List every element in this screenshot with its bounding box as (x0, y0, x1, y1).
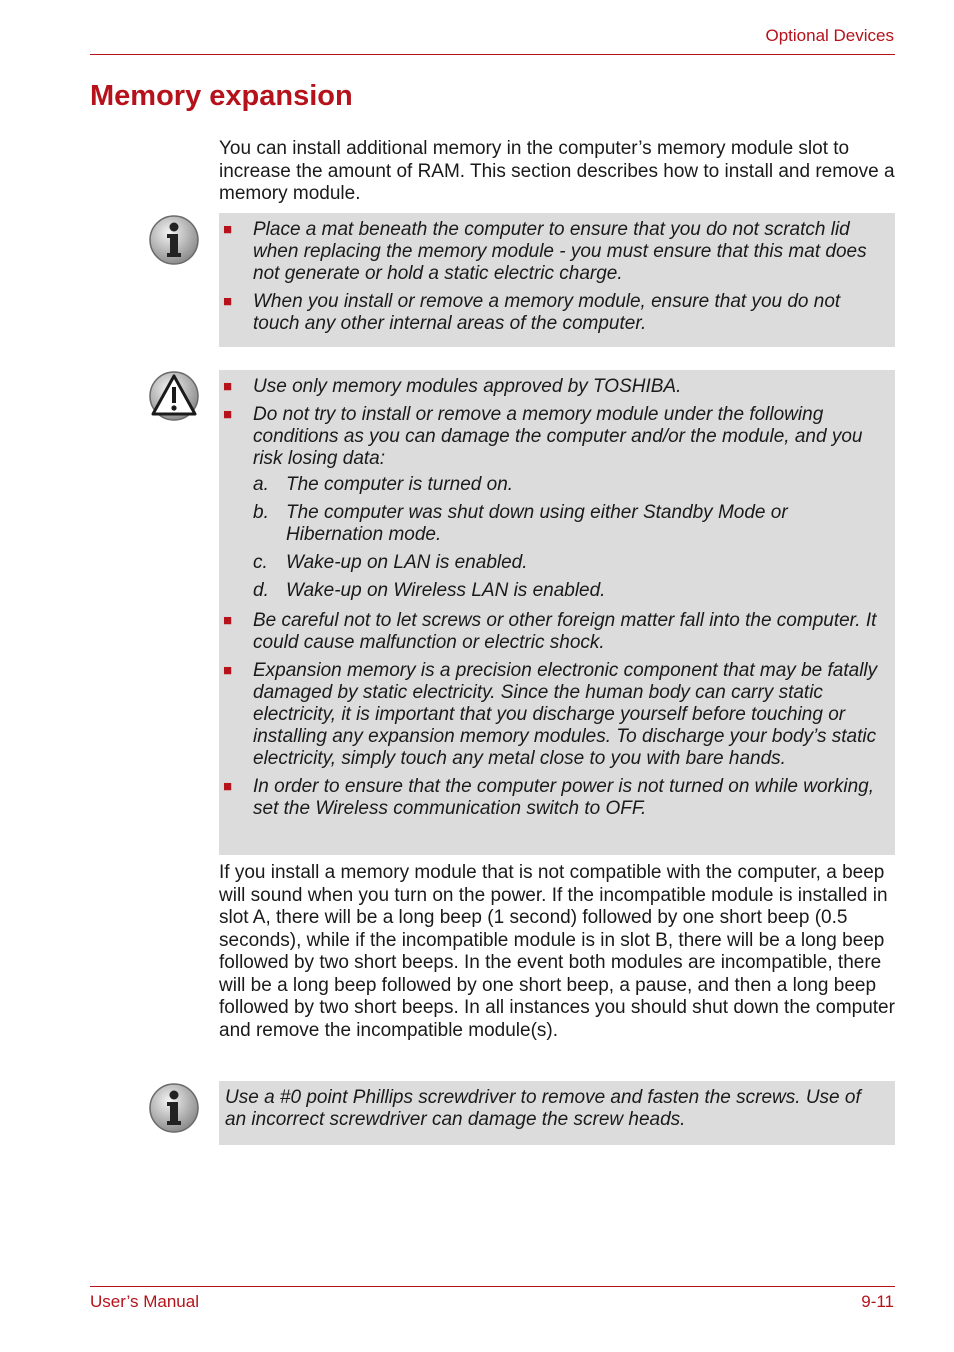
bullet-square-icon (223, 219, 253, 285)
list-item: ■ Use only memory modules approved by TOSHIBA. (223, 376, 887, 398)
list-item: ■ In order to ensure that the computer power is not turned on while working, set the Wireless communication switch to OFF. (223, 776, 887, 820)
sub-list-item: d. Wake-up on Wireless LAN is enabled. (253, 580, 606, 601)
sub-list-item: a. The computer is turned on. (253, 474, 514, 495)
intro-paragraph: You can install additional memory in the computer’s memory module slot to increase the amount of RAM. This section describes how to install and remove a memory module. (219, 138, 895, 204)
compatibility-paragraph: If you install a memory module that is not compatible with the computer, a beep will sound when you turn on the power. If the incompatible module is installed in slot A, there will be a long beep (1 second) followed by one short beep (0.5 seconds), while if the incompatible module is in slot B, there will be a long beep followed by two short beeps. In the event both modules are incompatible, there will be a long beep followed by one short beep, a pause, and then a long beep followed by two short beeps. In all instances you should shut down the computer and remove the incompatible module(s). (219, 862, 895, 1041)
page-title: Memory expansion (90, 80, 353, 112)
list-item: ■ Expansion memory is a precision electronic component that may be fatally damaged by static electricity. Since the human body can carry static electricity, it is important that you discharge yourself before touching or installing any expansion memory modules. To discharge your body’s static electricity, simply touch any metal close to you with bare hands. (223, 660, 887, 770)
page-number: 9-11 (861, 1292, 894, 1311)
footer-rule (90, 1286, 895, 1287)
running-header: Optional Devices (765, 26, 894, 45)
warning-icon (148, 370, 200, 422)
info-icon (148, 1082, 200, 1134)
list-item: ■ Place a mat beneath the computer to ensure that you do not scratch lid when replacing the memory module - you must ensure that this mat does not generate or hold a static electric charge. (223, 219, 887, 285)
bullet-square-icon (223, 610, 253, 654)
note-box-1 (219, 213, 895, 347)
sub-list-item: c. Wake-up on LAN is enabled. (253, 552, 528, 573)
list-item: ■ Do not try to install or remove a memory module under the following conditions as you can damage the computer and/or the module, and you risk losing data: (223, 404, 887, 470)
caution-box (219, 370, 895, 855)
bullet-square-icon (223, 291, 253, 335)
info-icon (148, 214, 200, 266)
note-box-2 (219, 1081, 895, 1145)
list-item: ■ Be careful not to let screws or other foreign matter fall into the computer. It could cause malfunction or electric shock. (223, 610, 887, 654)
header-rule (90, 54, 895, 55)
footer-manual-title: User’s Manual (90, 1292, 199, 1311)
sub-list-item: b. The computer was shut down using either Standby Mode or Hibernation mode. (253, 502, 788, 545)
bullet-square-icon (223, 660, 253, 770)
bullet-square-icon (223, 776, 253, 820)
bullet-square-icon (223, 376, 253, 398)
bullet-square-icon (223, 404, 253, 470)
note-text: Use a #0 point Phillips screwdriver to remove and fasten the screws. Use of an incorrect screwdriver can damage the screw heads. (225, 1087, 861, 1130)
list-item: ■ When you install or remove a memory module, ensure that you do not touch any other internal areas of the computer. (223, 291, 887, 335)
